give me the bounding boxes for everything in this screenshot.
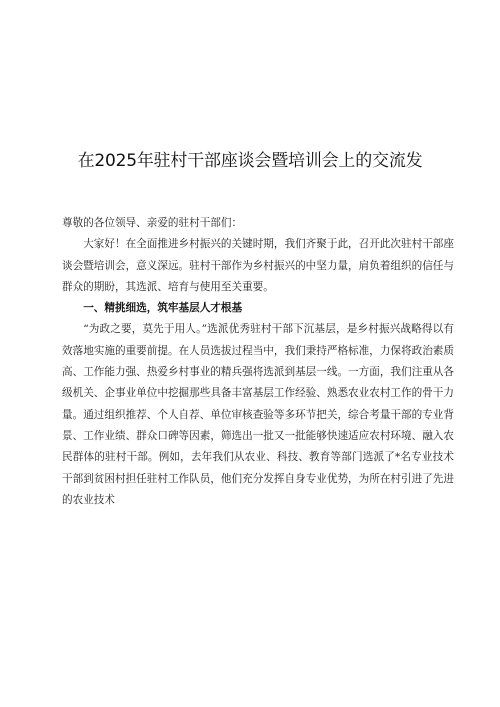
document-body xyxy=(62,213,454,511)
intro-paragraph: 大家好！在全面推进乡村振兴的关键时期，我们齐聚于此，召开此次驻村干部座谈会暨培训会，意义深远。驻村干部作为乡村振兴的中坚力量，肩负着组织的信任与群众的期盼，其选派、培育与使用至关重要。 xyxy=(62,238,454,293)
section-heading: 一、精挑细选，筑牢基层人才根基 xyxy=(83,302,243,315)
salutation: 尊敬的各位领导、亲爱的驻村干部们： xyxy=(62,217,243,229)
section-paragraph: “为政之要，莫先于用人。”选派优秀驻村干部下沉基层，是乡村振兴战略得以有效落地实施的重要前提。在人员选拔过程当中，我们秉持严格标准，力保将政治素质高、工作能力强、热爱乡村事业的精兵强将选派到基层一线。一方面，我们注重从各级机关、企事业单位中挖掘那些具备丰富基层工作经验、熟悉农业农村工作的骨干力量。通过组织推荐、个人自荐、单位审核查验等多环节把关，综合考量干部的专业背景、工作业绩、群众口碑等因素，筛选出一批又一批能够快速适应农村环境、融入农民群体的驻村干部。例如，去年我们从农业、科技、教育等部门选派了*名专业技术干部到贫困村担任驻村工作队员，他们充分发挥自身专业优势，为所在村引进了先进的农业技术 xyxy=(62,323,454,506)
document-title: 在2025年驻村干部座谈会暨培训会上的交流发 xyxy=(77,151,423,171)
